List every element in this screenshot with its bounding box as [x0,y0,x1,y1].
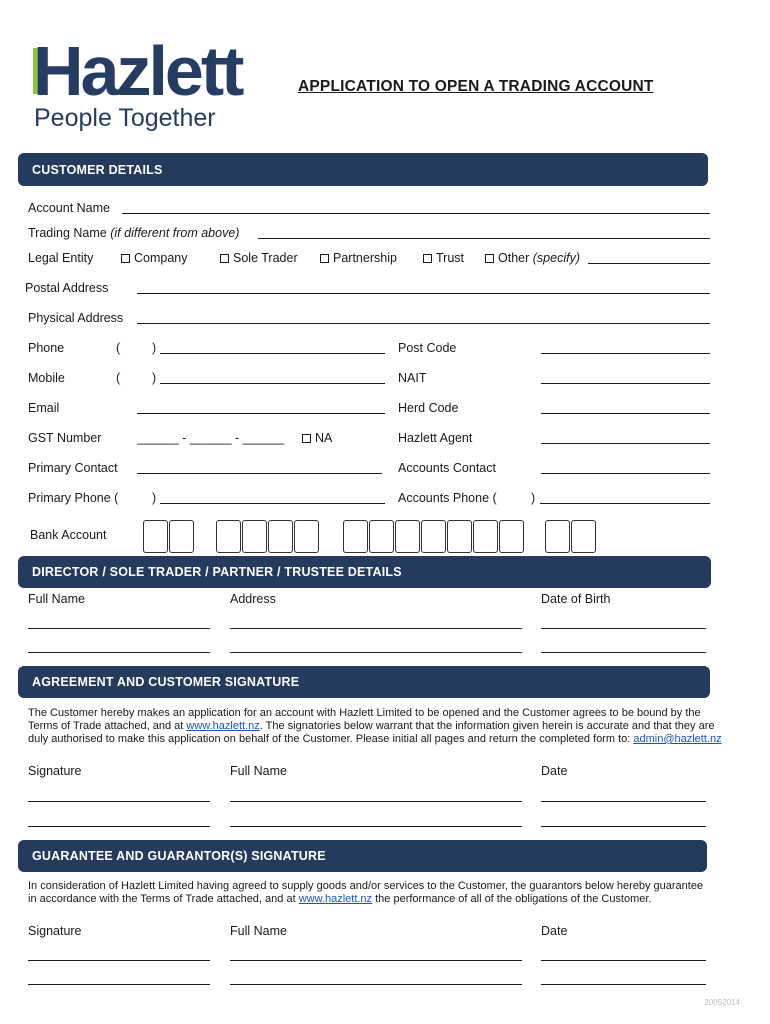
gst-na-label: NA [315,431,333,445]
option-label: Sole Trader [233,251,298,265]
postal-address-field[interactable] [137,293,710,294]
checkbox-icon[interactable] [302,434,311,443]
accounts-contact-field[interactable] [541,473,710,474]
website-link[interactable]: www.hazlett.nz [186,720,260,732]
mobile-field[interactable] [160,383,385,384]
email-label: Email [28,401,60,415]
phone-field[interactable] [160,353,385,354]
director-full-name-field[interactable] [28,652,210,653]
post-code-label: Post Code [398,341,457,355]
director-address-field[interactable] [230,652,522,653]
legal-entity-label: Legal Entity [28,251,94,265]
option-other[interactable] [485,251,580,265]
director-dob-field[interactable] [541,628,706,629]
accounts-phone-label: Accounts Phone ( [398,491,497,505]
guarantee-date-field[interactable] [541,960,706,961]
section-title: GUARANTEE AND GUARANTOR(S) SIGNATURE [32,849,326,863]
gst-na-option[interactable] [302,431,332,445]
trading-name-label [28,226,239,240]
bank-digit-box[interactable] [169,520,194,553]
director-dob-label: Date of Birth [541,592,611,606]
primary-contact-field[interactable] [137,473,382,474]
nait-label: NAIT [398,371,427,385]
director-full-name-label: Full Name [28,592,85,606]
email-link[interactable]: admin@hazlett.nz [633,733,722,745]
bank-account-label: Bank Account [30,528,107,542]
bank-digit-box[interactable] [571,520,596,553]
account-name-label: Account Name [28,201,110,215]
other-specify-field[interactable] [588,263,710,264]
director-address-label: Address [230,592,276,606]
accounts-phone-paren-close: ) [531,491,536,505]
section-title: AGREEMENT AND CUSTOMER SIGNATURE [32,675,300,689]
director-dob-field[interactable] [541,652,706,653]
logo-tagline: People Together [34,104,216,132]
nait-field[interactable] [541,383,710,384]
agreement-full-name-field[interactable] [230,826,522,827]
mobile-paren-close: ) [152,371,157,385]
bank-digit-box[interactable] [294,520,319,553]
bank-digit-box[interactable] [395,520,420,553]
primary-phone-field[interactable] [160,503,385,504]
gst-number-label: GST Number [28,431,102,445]
guarantee-signature-field[interactable] [28,960,210,961]
agreement-signature-field[interactable] [28,826,210,827]
primary-phone-label: Primary Phone ( [28,491,119,505]
primary-phone-paren-close: ) [152,491,157,505]
agreement-text-part: The Customer hereby makes an application for an account with Hazlett Limited to be opened and the Customer agrees to be bound by the Terms of Trade attached, and at [28,707,701,732]
guarantee-signature-label: Signature [28,924,82,938]
trading-name-note: (if different from above) [110,226,240,240]
section-header-agreement [18,666,710,698]
agreement-text-part: . The signatories below warrant that the information given herein is accurate and that they are duly authorised to make this application on behalf of the Customer. Please initial all pages and return the completed form to: [28,720,715,745]
hazlett-agent-label: Hazlett Agent [398,431,473,445]
guarantee-text-part: the performance of all of the obligations of the Customer. [372,893,652,905]
section-header-customer [18,153,708,186]
hazlett-agent-field[interactable] [541,443,710,444]
herd-code-label: Herd Code [398,401,459,415]
agreement-signature-label: Signature [28,764,82,778]
mobile-label: Mobile [28,371,65,385]
phone-paren-open: ( [116,341,121,355]
guarantee-full-name-field[interactable] [230,960,522,961]
option-partnership[interactable] [320,251,397,265]
herd-code-field[interactable] [541,413,710,414]
director-address-field[interactable] [230,628,522,629]
email-field[interactable] [137,413,385,414]
guarantee-text [28,880,708,906]
section-header-guarantee [18,840,707,872]
bank-digit-box[interactable] [369,520,394,553]
checkbox-icon[interactable] [220,254,229,263]
bank-digit-box[interactable] [242,520,267,553]
postal-address-label: Postal Address [25,281,109,295]
bank-digit-box[interactable] [545,520,570,553]
account-name-field[interactable] [122,213,710,214]
checkbox-icon[interactable] [423,254,432,263]
phone-paren-close: ) [152,341,157,355]
option-label: Trust [436,251,465,265]
option-label: Partnership [333,251,397,265]
logo-wordmark: Hazlett [33,32,242,110]
agreement-signature-field[interactable] [28,801,210,802]
accounts-contact-label: Accounts Contact [398,461,496,475]
option-label: Other [498,251,530,265]
agreement-date-label: Date [541,764,568,778]
checkbox-icon[interactable] [320,254,329,263]
primary-contact-label: Primary Contact [28,461,118,475]
agreement-full-name-field[interactable] [230,801,522,802]
section-title: CUSTOMER DETAILS [32,162,163,177]
other-note: (specify) [532,251,580,265]
bank-digit-box[interactable] [143,520,168,553]
trading-name-text: Trading Name [28,226,107,240]
phone-label: Phone [28,341,65,355]
post-code-field[interactable] [541,353,710,354]
guarantee-full-name-label: Full Name [230,924,287,938]
guarantee-text-part: In consideration of Hazlett Limited having agreed to supply goods and/or services to the Customer, the guarantors below hereby guarantee in accordance with the Terms of Trade attached, and at [28,880,704,905]
option-sole-trader[interactable] [220,251,298,265]
section-header-director [18,556,711,588]
bank-digit-box[interactable] [216,520,241,553]
footer-code: 20052014 [704,998,740,1007]
guarantee-date-label: Date [541,924,568,938]
physical-address-label: Physical Address [28,311,124,325]
agreement-full-name-label: Full Name [230,764,287,778]
bank-digit-box[interactable] [473,520,498,553]
bank-digit-box[interactable] [499,520,524,553]
bank-digit-box[interactable] [421,520,446,553]
bank-digit-box[interactable] [268,520,293,553]
website-link[interactable]: www.hazlett.nz [298,893,373,905]
agreement-date-field[interactable] [541,801,706,802]
agreement-text [28,707,728,746]
option-trust[interactable] [423,251,464,265]
guarantee-full-name-field[interactable] [230,984,522,985]
mobile-paren-open: ( [116,371,121,385]
bank-digit-box[interactable] [447,520,472,553]
checkbox-icon[interactable] [485,254,494,263]
guarantee-signature-field[interactable] [28,984,210,985]
director-full-name-field[interactable] [28,628,210,629]
agreement-date-field[interactable] [541,826,706,827]
page-title: APPLICATION TO OPEN A TRADING ACCOUNT [298,78,654,95]
gst-number-field[interactable]: ______ - ______ - ______ [137,431,285,445]
accounts-phone-field[interactable] [540,503,710,504]
guarantee-date-field[interactable] [541,984,706,985]
option-label: Company [134,251,188,265]
section-title: DIRECTOR / SOLE TRADER / PARTNER / TRUSTEE DETAILS [32,565,402,579]
bank-digit-box[interactable] [343,520,368,553]
checkbox-icon[interactable] [121,254,130,263]
option-company[interactable] [121,251,188,265]
trading-name-field[interactable] [258,238,710,239]
physical-address-field[interactable] [137,323,710,324]
